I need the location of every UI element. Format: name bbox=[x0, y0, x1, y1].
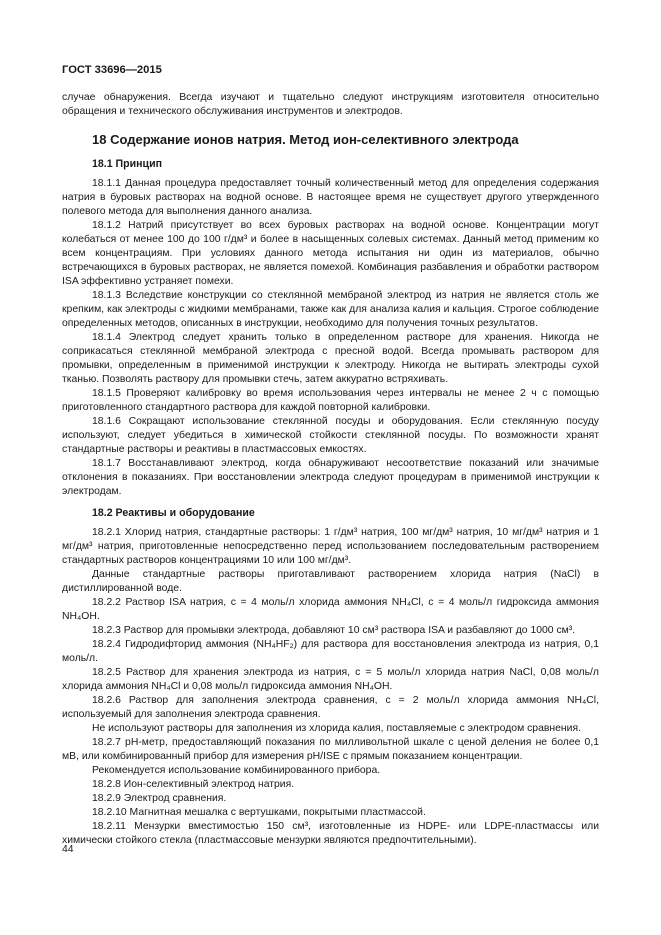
paragraph: 18.1.2 Натрий присутствует во всех буровых растворах на водной основе. Концентрации могут колебаться от менее 100 до 100 г/дм³ и более в насыщенных солевых системах. Данный метод применим ко всем концентрациям. При условиях данного метода испытания ни один из материалов, обычно встречающихся в буровых растворах, не является помехой. Комбинация разбавления и обработки раствором ISA эффективно устраняет помехи. bbox=[62, 220, 599, 287]
paragraph: 18.2.2 Раствор ISA натрия, c = 4 моль/л хлорида аммония NH₄Cl, c = 4 моль/л гидроксида аммония NH₄OH. bbox=[62, 597, 599, 622]
paragraph: Не используют растворы для заполнения из хлорида калия, поставляемые с электродом сравнения. bbox=[92, 723, 581, 734]
paragraph: 18.1.1 Данная процедура предоставляет точный количественный метод для определения содержания натрия в буровых растворах на водной основе. В настоящее время не существует другого утвержденного полевого метода для выполнения данного анализа. bbox=[62, 178, 599, 217]
paragraph: 18.2.9 Электрод сравнения. bbox=[92, 793, 227, 804]
paragraph: 18.2.3 Раствор для промывки электрода, добавляют 10 см³ раствора ISA и разбавляют до 1000 см³. bbox=[92, 625, 576, 636]
paragraph: 18.1.3 Вследствие конструкции со стеклянной мембраной электрод из натрия не является столь же крепким, как электроды с жидкими мембранами, также как для анализа калия и кальция. Строгое соблюдение определенных методов, описанных в инструкции, необходимо для получения точных результатов. bbox=[62, 290, 599, 329]
paragraph: 18.2.5 Раствор для хранения электрода из натрия, c = 5 моль/л хлорида натрия NaCl, 0,08 моль/л хлорида аммония NH₄Cl и 0,08 моль/л гидроксида аммония NH₄OH. bbox=[62, 667, 599, 692]
paragraph: Рекомендуется использование комбинированного прибора. bbox=[92, 765, 381, 776]
page-content bbox=[62, 91, 599, 848]
paragraph: 18.2.10 Магнитная мешалка с вертушками, покрытыми пластмассой. bbox=[92, 807, 426, 818]
paragraph: 18.2.4 Гидродифторид аммония (NH₄HF₂) для раствора для восстановления электрода из натрия, 0,1 моль/л. bbox=[62, 639, 599, 664]
paragraph: 18.2.1 Хлорид натрия, стандартные растворы: 1 г/дм³ натрия, 100 мг/дм³ натрия, 10 мг/дм³ натрия и 1 мг/дм³ натрия, приготовленные непосредственно перед использованием последовательным растворением стандартных растворов концентрациями 10 или 100 мг/дм³. bbox=[62, 527, 599, 566]
paragraph: 18.1.7 Восстанавливают электрод, когда обнаруживают несоответствие показаний или значимые отклонения в показаниях. При восстановлении электрода следуют процедурам в применимой инструкции к электродам. bbox=[62, 458, 599, 497]
paragraph: 18.1.4 Электрод следует хранить только в определенном растворе для хранения. Никогда не соприкасаться стеклянной мембраной электрода с пресной водой. Всегда промывать раствором для промывки, определенным в применимой инструкции к электроду. Никогда не вытирать электроды сухой тканью. Позволять раствору для промывки стечь, затем аккуратно встряхивать. bbox=[62, 332, 599, 385]
paragraph: 18.2.6 Раствор для заполнения электрода сравнения, c = 2 моль/л хлорида аммония NH₄Cl, используемый для заполнения электрода сравнения. bbox=[62, 695, 599, 720]
paragraph: 18.2.11 Мензурки вместимостью 150 см³, изготовленные из HDPE- или LDPE-пластмассы или химически стойкого стекла (пластмассовые мензурки являются предпочтительными). bbox=[62, 821, 599, 846]
subsection-title-principle: 18.1 Принцип bbox=[92, 158, 162, 170]
document-header: ГОСТ 33696—2015 bbox=[62, 64, 162, 76]
paragraph: Данные стандартные растворы приготавливают растворением хлорида натрия (NaCl) в дистиллированной воде. bbox=[62, 569, 599, 594]
subsection-title-reagents: 18.2 Реактивы и оборудование bbox=[92, 507, 255, 519]
paragraph: 18.2.8 Ион-селективный электрод натрия. bbox=[92, 779, 295, 790]
paragraph: 18.1.5 Проверяют калибровку во время использования через интервалы не менее 2 ч с помощью приготовленного стандартного раствора для каждой повторной калибровки. bbox=[62, 388, 599, 413]
paragraph: 18.1.6 Сокращают использование стеклянной посуды и оборудования. Если стеклянную посуду используют, следует убедиться в химической стойкости стеклянной посуды. По возможности хранят стандартные растворы и реактивы в пластмассовых емкостях. bbox=[62, 416, 599, 455]
page-number: 44 bbox=[62, 844, 74, 855]
intro-paragraph: случае обнаружения. Всегда изучают и тщательно следуют инструкциям изготовителя относительно обращения и технического обслуживания инструментов и электродов. bbox=[62, 92, 599, 117]
paragraph: 18.2.7 pH-метр, предоставляющий показания по милливольтной шкале с ценой деления не более 0,1 мВ, или комбинированный прибор для измерения pH/ISE с прямым показанием концентрации. bbox=[62, 737, 599, 762]
section-title: 18 Содержание ионов натрия. Метод ион-селективного электрода bbox=[92, 132, 519, 147]
